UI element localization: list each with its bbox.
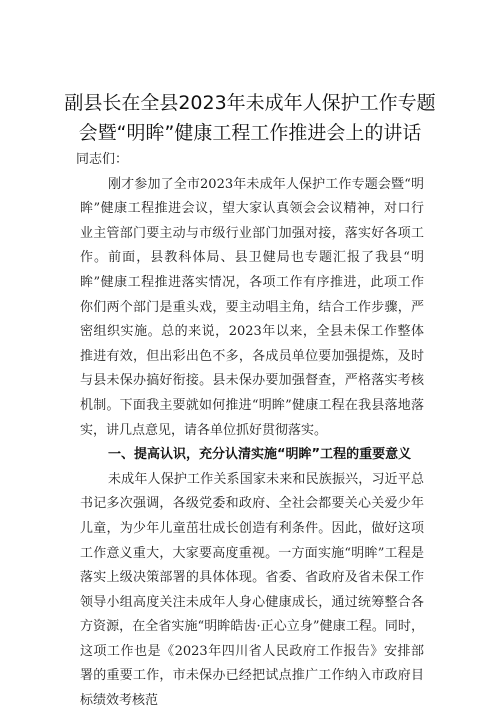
- paragraph-2: 未成年人保护工作关系国家未来和民族振兴，习近平总书记多次强调，各级党委和政府、全社会都要关心关爱少年儿童，为少年儿童茁壮成长创造有利条件。因此，做好这项工作意义重大，大家要高度重视。一方面实施“明眸”工程是落实上级决策部署的具体体现。省委、省政府及省未保工作领导小组高度关注未成年人身心健康成长，通过统筹整合各方资源，在全省实施“明眸皓齿·正心立身”健康工程。同时，这项工作也是《2023年四川省人民政府工作报告》安排部署的重要工作，市未保办已经把试点推广工作纳入市政府目标绩效考核范: [80, 471, 424, 709]
- paragraph-1: 刚才参加了全市2023年未成年人保护工作专题会暨“明眸”健康工程推进会议，望大家认真领会会议精神，对口行业主管部门要主动与市级行业部门加强对接，落实好各项工作。前面，县教科体局、县卫健局也专题汇报了我县“明眸”健康工程推进落实情况，各项工作有序推进，此项工作你们两个部门是重头戏，要主动唱主角，结合工作步骤，严密组织实施。总的来说，2023年以来，全县未保工作整体推进有效，但出彩出色不多，各成员单位要加强提炼，及时与县未保办搞好衔接。县未保办要加强督查，严格落实考核机制。下面我主要就如何推进“明眸”健康工程在我县落地落实，讲几点意见，请各单位抓好贯彻落实。: [80, 176, 424, 438]
- section-heading-1: 一、提高认识，充分认清实施“明眸”工程的重要意义: [108, 447, 412, 463]
- document-body: [76, 148, 424, 714]
- greeting: 同志们：: [76, 152, 129, 167]
- document-title: [0, 88, 500, 148]
- title-line-1: 副县长在全县2023年未成年人保护工作专题: [64, 92, 436, 114]
- title-line-2: 会暨“明眸”健康工程工作推进会上的讲话: [78, 122, 422, 144]
